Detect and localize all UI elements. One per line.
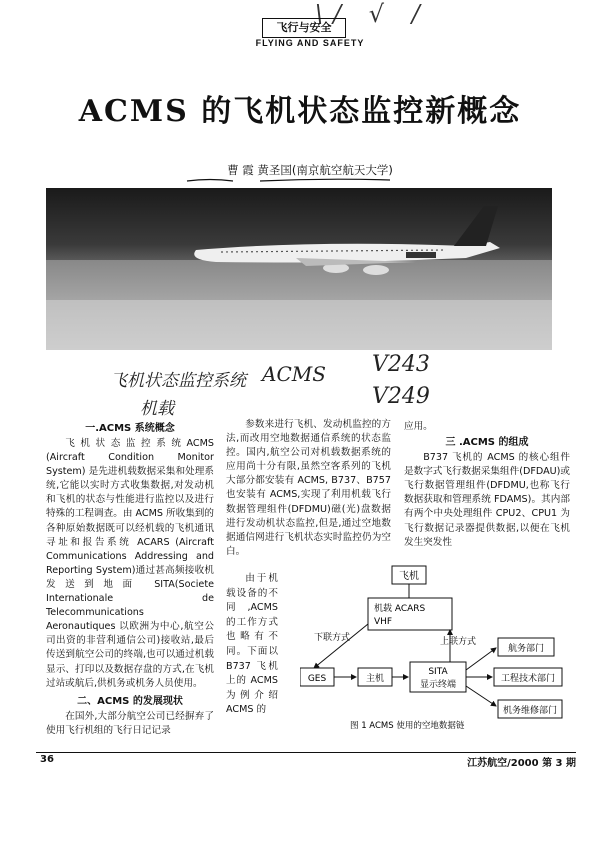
dept-engineering-label: 工程技术部门 xyxy=(500,674,556,684)
paragraph-acms-concept: 飞 机 状 态 监 控 系 统 ACMS (Aircraft Condition Monitor System) 是先进机载数据采集和处理系统,它能以实时方式收集数据,对发动机和飞机的状态与性能进行监控以及进行特殊的工程调查。由 ACMS 所收集到的各种原始数据既可以经机载的飞机通讯寻址和报告系统 ACARS (Aircraft Communications Addressing and Reporting System)通过甚高频接收机发送到地面 SITA(Societe Internationale de Telecommunications Aeronautiques 以欧洲为中心,航空公司出资的非营利通信公司)接收站,最后传送到航空公司的终端,也可以通过机载显示、打印以及数据存盘的方式,在飞机过站或航后,供机务或机务人员使用。 xyxy=(46,438,214,689)
handwritten-note-acms: ACMS xyxy=(262,362,326,386)
handwritten-note-system: 飞机状态监控系统 xyxy=(110,371,246,391)
authors: 曹 霞 黄圣国(南京航空航天大学) xyxy=(227,163,393,177)
sita-node-label: SITA xyxy=(428,667,448,677)
dept-maintenance-label: 机务维修部门 xyxy=(502,706,558,716)
handwritten-note-airborne: 机载 xyxy=(140,399,174,419)
paragraph-domestic-status: 参数来进行飞机、发动机监控的方法,而改用空地数据通信系统的状态监控。国内,航空公司对机载数据系统的应用尚十分有限,虽然空客系列的飞机大部分都安装有 ACMS, B737、B757 也安装有 ACMS,实现了利用机载飞行数据管理组件(DFDMU)磁(光)盘数据进行发动机状态监控,但是,通过空地数据通信网进行飞机状态实时监控仍为空白。 xyxy=(226,419,391,557)
heading-development: 二、ACMS 的发展现状 xyxy=(77,695,183,707)
paragraph-working-mode: 由于机载设备的不同,ACMS 的工作方式也略有不同。下面以 B737 飞机上的 ACMS 为例介绍 ACMS 的 xyxy=(226,573,278,716)
footer-rule xyxy=(36,752,576,753)
aircraft-photo xyxy=(46,188,552,350)
handwritten-note-v249: V249 xyxy=(372,384,430,409)
host-node-label: 主机 xyxy=(365,674,385,684)
acars-node-vhf: VHF xyxy=(374,617,393,627)
header-scribble: \/ √ / xyxy=(315,0,430,28)
page-number: 36 xyxy=(40,754,54,765)
article-title: ACMS 的飞机状态监控新概念 xyxy=(78,94,522,129)
dept-flight-ops-label: 航务部门 xyxy=(507,644,545,654)
uplink-label: 上联方式 xyxy=(440,637,477,647)
sita-node-terminal: 显示终端 xyxy=(419,680,457,690)
right-column xyxy=(404,420,570,550)
paragraph-development: 在国外,大部分航空公司已经摒弃了使用飞行机组的飞行日记记录 xyxy=(46,710,214,736)
ges-node-label: GES xyxy=(307,674,327,684)
acars-node-label: 机载 ACARS xyxy=(374,604,426,614)
section-label-en: FLYING AND SAFETY xyxy=(255,38,365,48)
downlink-label: 下联方式 xyxy=(314,633,351,643)
diagram-caption: 图 1 ACMS 使用的空地数据链 xyxy=(350,721,465,731)
heading-acms-concept: 一.ACMS 系统概念 xyxy=(85,423,175,434)
middle-column-narrow xyxy=(226,572,278,718)
left-column xyxy=(46,420,214,738)
author-underline xyxy=(185,176,395,184)
aircraft-node-label: 飞机 xyxy=(399,571,419,582)
journal-name: 江苏航空/2000 第 3 期 xyxy=(467,758,576,769)
data-link-diagram xyxy=(300,560,570,735)
heading-composition: 三 .ACMS 的组成 xyxy=(445,437,529,449)
paragraph-composition: B737 飞机的 ACMS 的核心组件是数字式飞行数据采集组件(DFDAU)或飞行数据管理组件(DFDMU,也称飞行数据获取和管理系统 FDAMS)。其内部有两个中央处理组件 CPU2、CPU1 为飞行数据记录器提供数据,以便在飞机发生突发性 xyxy=(404,452,570,548)
handwritten-note-v243: V243 xyxy=(372,352,430,377)
middle-column-top xyxy=(226,418,391,559)
paragraph-application: 应用。 xyxy=(404,421,433,432)
section-label: 飞行与安全 xyxy=(262,18,346,38)
